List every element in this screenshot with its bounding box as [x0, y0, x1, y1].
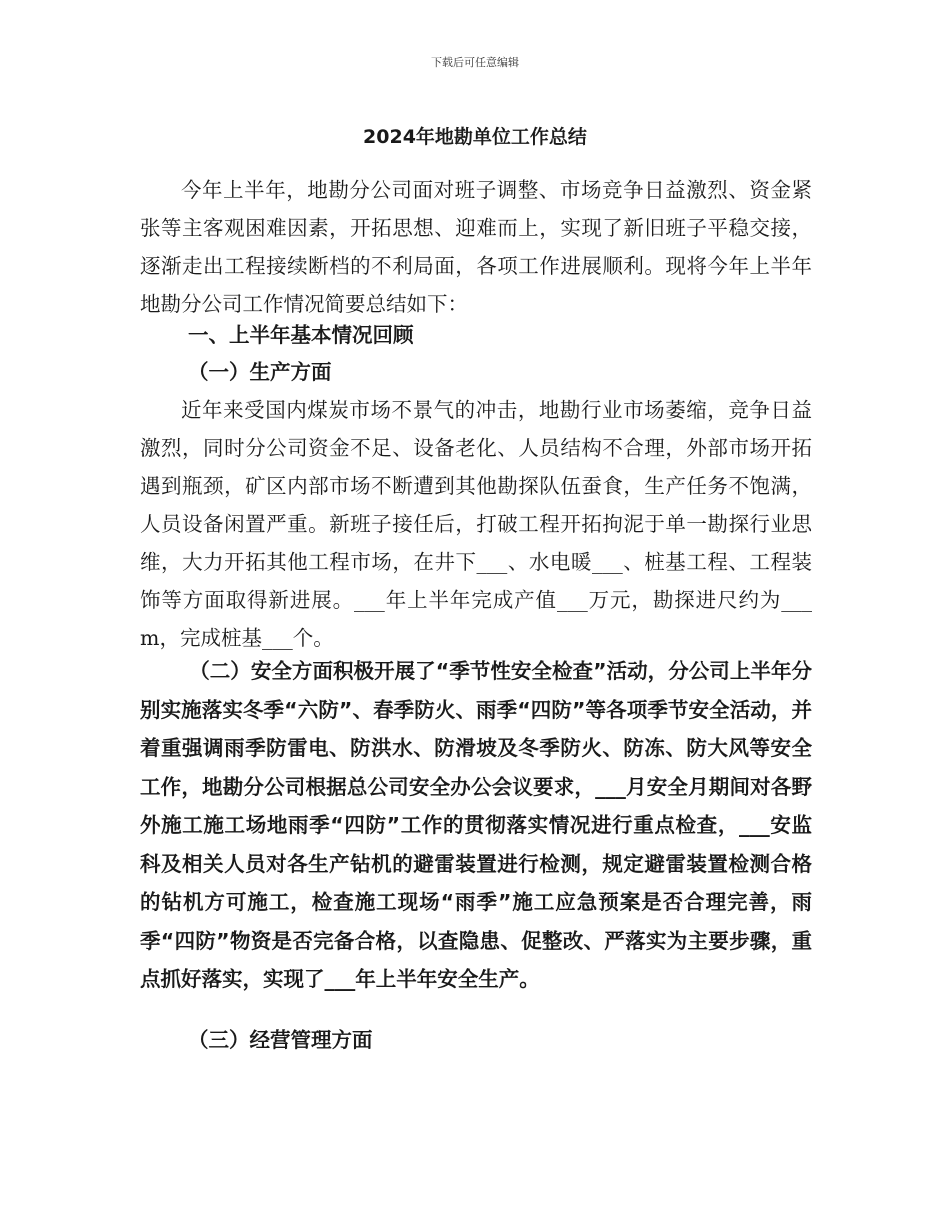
header-note: 下载后可任意编辑 [431, 56, 519, 69]
production-paragraph: 近年来受国内煤炭市场不景气的冲击，地勘行业市场萎缩，竞争日益激烈，同时分公司资金不足、设备老化、人员结构不合理，外部市场开拓遇到瓶颈，矿区内部市场不断遭到其他勘探队伍蚕食，生产任务不饱满，人员设备闲置严重。新班子接任后，打破工程开拓拘泥于单一勘探行业思维，大力开拓其他工程市场，在井下___、水电暖___、桩基工程、工程装饰等方面取得新进展。___年上半年完成产值___万元，勘探进尺约为___m，完成桩基___个。 [140, 398, 812, 650]
subsection-heading-management: （三）经营管理方面 [188, 1028, 373, 1052]
intro-paragraph: 今年上半年，地勘分公司面对班子调整、市场竞争日益激烈、资金紧张等主客观困难因素，开拓思想、迎难而上，实现了新旧班子平稳交接，逐渐走出工程接续断档的不利局面，各项工作进展顺利。现将今年上半年地勘分公司工作情况简要总结如下： [140, 178, 812, 316]
safety-paragraph: （二）安全方面积极开展了“季节性安全检查”活动，分公司上半年分别实施落实冬季“六防”、春季防火、雨季“四防”等各项季节安全活动，并着重强调雨季防雷电、防洪水、防滑坡及冬季防火、防冻、防大风等安全工作，地勘分公司根据总公司安全办公会议要求，___月安全月期间对各野外施工施工场地雨季“四防”工作的贯彻落实情况进行重点检查，___安监科及相关人员对各生产钻机的避雷装置进行检测，规定避雷装置检测合格的钻机方可施工，检查施工现场“雨季”施工应急预案是否合理完善，雨季“四防”物资是否完备合格，以查隐患、促整改、严落实为主要步骤，重点抓好落实，实现了___年上半年安全生产。 [140, 659, 812, 991]
subsection-heading-production: （一）生产方面 [188, 360, 332, 384]
section-heading-review: 一、上半年基本情况回顾 [188, 323, 414, 347]
document-title: 2024年地勘单位工作总结 [363, 126, 587, 148]
